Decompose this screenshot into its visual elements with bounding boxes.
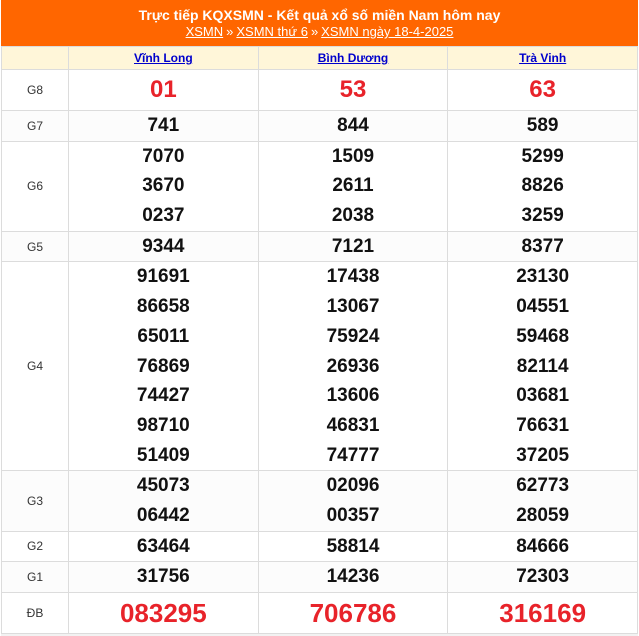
- prize-cell: [448, 70, 638, 111]
- breadcrumb-xsmn-date[interactable]: XSMN ngày 18-4-2025: [321, 24, 454, 39]
- winning-number: 06442: [136, 504, 190, 526]
- province-header: [258, 47, 448, 70]
- winning-number: 0237: [142, 205, 185, 227]
- prize-row-g4: [2, 262, 638, 471]
- winning-number: 14236: [326, 566, 380, 588]
- prize-row-g3: [2, 471, 638, 531]
- winning-number: 31756: [136, 566, 190, 588]
- prize-cell: [258, 471, 448, 531]
- prize-cell: [448, 593, 638, 634]
- winning-number: 74777: [326, 444, 380, 466]
- winning-number: 741: [147, 115, 180, 136]
- winning-number: 17438: [326, 266, 380, 288]
- winning-number: 844: [337, 115, 369, 136]
- winning-number: 45073: [136, 475, 190, 497]
- winning-number: 76869: [136, 355, 190, 377]
- winning-number: 28059: [516, 504, 570, 526]
- prize-row-special: [2, 593, 638, 634]
- prize-cell: [69, 531, 259, 562]
- prize-label: G6: [2, 141, 69, 231]
- prize-cell: [448, 531, 638, 562]
- winning-number: 2038: [331, 205, 375, 227]
- winning-number: 86658: [136, 296, 190, 318]
- prize-label: G3: [2, 471, 69, 531]
- breadcrumb-separator: »: [226, 24, 234, 39]
- prize-cell: [448, 471, 638, 531]
- page-title: Trực tiếp KQXSMN - Kết quả xổ số miền Nam hôm nay: [138, 7, 501, 23]
- results-header: [1, 0, 638, 46]
- province-header: [448, 47, 638, 70]
- prize-cell: [69, 593, 259, 634]
- province-link-binh-duong[interactable]: Bình Dương: [317, 51, 389, 65]
- prize-row-g2: [2, 531, 638, 562]
- prize-cell: [258, 531, 448, 562]
- breadcrumb: [1, 24, 638, 40]
- prize-row-g8: [2, 70, 638, 111]
- winning-number: 8377: [521, 235, 564, 257]
- prize-cell: [448, 231, 638, 262]
- winning-number: 13067: [326, 296, 380, 318]
- prize-cell: [258, 593, 448, 634]
- prize-row-g7: [2, 111, 638, 142]
- winning-number: 03681: [516, 385, 570, 407]
- prize-cell: [69, 70, 259, 111]
- winning-number: 76631: [516, 414, 570, 436]
- winning-number: 53: [339, 76, 367, 103]
- winning-number: 13606: [326, 385, 380, 407]
- winning-number: 8826: [521, 175, 564, 197]
- winning-number: 3259: [521, 205, 564, 227]
- winning-number: 74427: [136, 385, 190, 407]
- province-header: [69, 47, 259, 70]
- province-link-vinh-long[interactable]: Vĩnh Long: [134, 51, 193, 65]
- winning-number: 2611: [332, 175, 374, 197]
- results-table: [1, 46, 638, 634]
- prize-cell: [258, 141, 448, 231]
- winning-number: 706786: [309, 598, 397, 628]
- winning-number: 84666: [516, 535, 570, 557]
- winning-number: 98710: [136, 414, 190, 436]
- province-link-tra-vinh[interactable]: Trà Vinh: [519, 51, 567, 65]
- winning-number: 23130: [516, 266, 570, 288]
- prize-label: G8: [2, 70, 69, 111]
- winning-number: 083295: [119, 598, 207, 628]
- winning-number: 01: [149, 76, 177, 103]
- winning-number: 65011: [137, 325, 190, 347]
- winning-number: 04551: [516, 296, 570, 318]
- winning-number: 02096: [326, 475, 380, 497]
- winning-number: 7070: [142, 145, 185, 167]
- prize-cell: [69, 262, 259, 471]
- prize-cell: [258, 262, 448, 471]
- prize-label: G4: [2, 262, 69, 471]
- header-corner: [2, 47, 69, 70]
- winning-number: 316169: [499, 598, 587, 628]
- winning-number: 75924: [326, 325, 380, 347]
- prize-cell: [69, 471, 259, 531]
- winning-number: 82114: [516, 355, 569, 377]
- prize-cell: [448, 141, 638, 231]
- prize-cell: [69, 231, 259, 262]
- winning-number: 5299: [521, 145, 564, 167]
- breadcrumb-xsmn-weekday[interactable]: XSMN thứ 6: [236, 24, 308, 39]
- prize-cell: [448, 562, 638, 593]
- winning-number: 589: [526, 115, 559, 136]
- winning-number: 72303: [516, 566, 570, 588]
- prize-cell: [258, 231, 448, 262]
- prize-table-body: [2, 70, 638, 634]
- province-header-row: [2, 47, 638, 70]
- prize-cell: [448, 111, 638, 142]
- winning-number: 37205: [516, 444, 570, 466]
- winning-number: 63464: [136, 535, 190, 557]
- winning-number: 3670: [142, 175, 185, 197]
- prize-cell: [258, 562, 448, 593]
- breadcrumb-xsmn[interactable]: XSMN: [185, 24, 224, 39]
- winning-number: 59468: [516, 325, 570, 347]
- breadcrumb-separator: »: [310, 24, 319, 39]
- winning-number: 62773: [516, 475, 570, 497]
- winning-number: 46831: [326, 414, 380, 436]
- winning-number: 9344: [142, 235, 185, 257]
- winning-number: 7121: [331, 235, 375, 257]
- winning-number: 58814: [326, 535, 380, 557]
- prize-cell: [258, 70, 448, 111]
- winning-number: 26936: [326, 355, 380, 377]
- prize-cell: [69, 111, 259, 142]
- prize-row-g6: [2, 141, 638, 231]
- winning-number: 63: [529, 76, 556, 103]
- prize-label: ĐB: [2, 593, 69, 634]
- prize-row-g1: [2, 562, 638, 593]
- winning-number: 1509: [331, 145, 375, 167]
- prize-cell: [69, 562, 259, 593]
- prize-label: G1: [2, 562, 69, 593]
- prize-label: G7: [2, 111, 69, 142]
- prize-cell: [69, 141, 259, 231]
- prize-cell: [448, 262, 638, 471]
- prize-label: G5: [2, 231, 69, 262]
- prize-row-g5: [2, 231, 638, 262]
- winning-number: 91691: [136, 266, 190, 288]
- prize-cell: [258, 111, 448, 142]
- prize-label: G2: [2, 531, 69, 562]
- winning-number: 00357: [326, 504, 380, 526]
- winning-number: 51409: [136, 444, 190, 466]
